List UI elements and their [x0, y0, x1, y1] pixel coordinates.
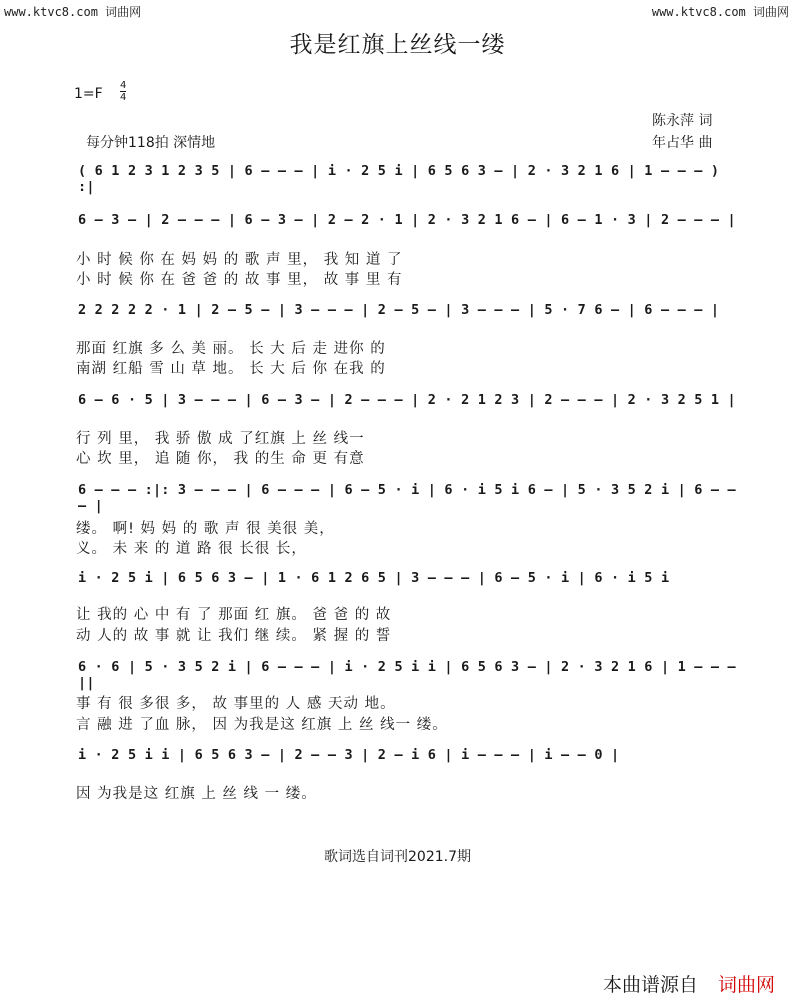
key-signature: 1=F: [74, 86, 103, 102]
composer-credit: 年占华 曲: [652, 135, 713, 151]
source-prefix: 本曲谱源自: [602, 974, 698, 996]
song-title: 我是红旗上丝线一缕: [289, 32, 506, 58]
score-line-5: 6 — — — :|: 3 — — — | 6 — — — | 6 — 5 · i | 6 · i 5 i 6 — | 5 · 3 5 2 i | 6 — — — |: [78, 482, 736, 514]
lyric-line-9: 让 我的 心 中 有 了 那面 红 旗。 爸 爸 的 故: [76, 607, 392, 623]
score-line-4: 6 — 6 · 5 | 3 — — — | 6 — 3 — | 2 — — — | 2 · 2 1 2 3 | 2 — — — | 2 · 3 2 5 1 |: [78, 392, 736, 408]
lyricist-credit: 陈永萍 词: [652, 113, 713, 129]
source-credit: [591, 948, 775, 997]
score-line-3: 2 2 2 2 2 · 1 | 2 — 5 — | 3 — — — | 2 — 5 — | 3 — — — | 5 · 7 6 — | 6 — — — |: [78, 302, 720, 318]
lyric-line-6: 心 坎 里， 追 随 你， 我 的生 命 更 有意: [76, 451, 365, 467]
score-line-1: ( 6 1 2 3 1 2 3 5 | 6 — — — | i · 2 5 i | 6 5 6 3 — | 2 · 3 2 1 6 | 1 — — — ) :|: [78, 163, 720, 195]
score-line-8: i · 2 5 i i | 6 5 6 3 — | 2 — — 3 | 2 — i 6 | i — — — | i — — 0 |: [78, 747, 620, 763]
lyric-line-12: 言 融 进 了血 脉， 因 为我是这 红旗 上 丝 线一 缕。: [76, 717, 448, 733]
lyric-line-10: 动 人的 故 事 就 让 我们 继 续。 紧 握 的 誓: [76, 628, 392, 644]
time-signature-bottom: 4: [120, 92, 127, 103]
score-line-6: i · 2 5 i | 6 5 6 3 — | 1 · 6 1 2 6 5 | 3 — — — | 6 — 5 · i | 6 · i 5 i: [78, 570, 670, 586]
lyric-line-5: 行 列 里， 我 骄 傲 成 了红旗 上 丝 线一: [76, 431, 365, 447]
watermark-right: www.ktvc8.com 词曲网: [651, 5, 789, 19]
tempo-marking: 每分钟118拍 深情地: [86, 135, 216, 151]
lyric-line-11: 事 有 很 多很 多， 故 事里的 人 感 天动 地。: [76, 696, 396, 712]
lyric-line-8: 义。 未 来 的 道 路 很 长很 长，: [76, 541, 307, 557]
score-line-7: 6 · 6 | 5 · 3 5 2 i | 6 — — — | i · 2 5 i i | 6 5 6 3 — | 2 · 3 2 1 6 | 1 — — — ||: [78, 659, 736, 691]
time-signature-top: 4: [120, 80, 127, 91]
lyric-line-1: 小 时 候 你 在 妈 妈 的 歌 声 里， 我 知 道 了: [76, 252, 403, 268]
time-signature: [120, 80, 126, 103]
lyric-line-3: 那面 红旗 多 么 美 丽。 长 大 后 走 进你 的: [76, 341, 386, 357]
source-brand: 词曲网: [717, 974, 775, 996]
lyrics-source-note: 歌词选自词刊2021.7期: [324, 849, 471, 865]
watermark-left: www.ktvc8.com 词曲网: [4, 5, 142, 19]
lyric-line-2: 小 时 候 你 在 爸 爸 的 故 事 里， 故 事 里 有: [76, 272, 403, 288]
lyric-line-13: 因 为我是这 红旗 上 丝 线 一 缕。: [76, 786, 317, 802]
lyric-line-4: 南湖 红船 雪 山 草 地。 长 大 后 你 在我 的: [76, 361, 386, 377]
lyric-line-7: 缕。 啊! 妈 妈 的 歌 声 很 美很 美，: [76, 521, 335, 537]
score-line-2: 6 — 3 — | 2 — — — | 6 — 3 — | 2 — 2 · 1 | 2 · 3 2 1 6 — | 6 — 1 · 3 | 2 — — — |: [78, 212, 736, 228]
